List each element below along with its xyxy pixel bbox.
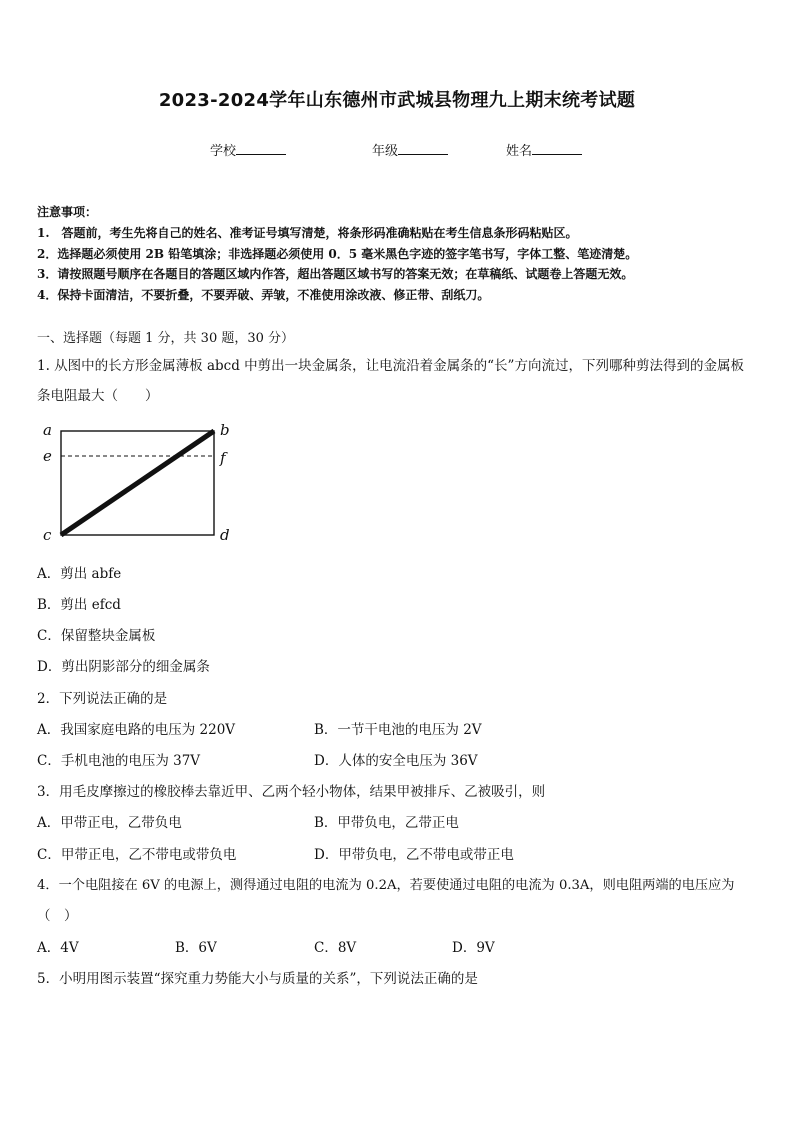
q4-option-c: C．8V	[314, 940, 357, 956]
q5-stem: 5．小明用图示装置“探究重力势能大小与质量的关系”，下列说法正确的是	[37, 971, 478, 987]
note-item: 4．保持卡面清洁，不要折叠，不要弄破、弄皱，不准使用涂改液、修正带、刮纸刀。	[37, 288, 490, 302]
notes-heading: 注意事项：	[37, 205, 98, 219]
q3-option-b: B．甲带负电，乙带正电	[314, 815, 459, 831]
q4-stem-line1: 4．一个电阻接在 6V 的电源上，测得通过电阻的电流为 0.2A，若要使通过电阻的电流为 0.3A，则电阻两端的电压应为	[37, 878, 735, 893]
q1-option-d: D．剪出阴影部分的细金属条	[37, 659, 210, 675]
grade-blank	[398, 142, 448, 155]
q2-stem: 2．下列说法正确的是	[37, 691, 168, 707]
name-label: 姓名	[506, 144, 533, 159]
q4-option-a: A．4V	[37, 940, 79, 956]
q4-option-b: B．6V	[175, 940, 217, 956]
school-label: 学校	[210, 144, 237, 159]
q3-option-c: C．甲带正电，乙不带电或带负电	[37, 847, 237, 863]
q4-stem-line2: （ ）	[37, 908, 78, 924]
note-item: 1. 答题前，考生先将自己的姓名、准考证号填写清楚，将条形码准确粘贴在考生信息条形码粘贴区。	[37, 226, 578, 240]
page-title: 2023-2024学年山东德州市武城县物理九上期末统考试题	[158, 90, 636, 111]
q2-option-b: B．一节干电池的电压为 2V	[314, 722, 482, 738]
label-c: c	[43, 526, 52, 544]
name-blank	[532, 142, 582, 155]
label-e: e	[43, 447, 52, 465]
school-field	[210, 140, 286, 159]
label-a: a	[43, 421, 52, 439]
thin-strip-cb	[61, 431, 214, 535]
grade-field	[372, 140, 448, 159]
q1-option-b: B．剪出 efcd	[37, 597, 121, 613]
label-d: d	[220, 526, 230, 544]
q2-option-d: D．人体的安全电压为 36V	[314, 753, 478, 769]
label-b: b	[220, 421, 230, 439]
note-item: 2．选择题必须使用 2B 铅笔填涂；非选择题必须使用 0．5 毫米黑色字迹的签字笔书写，字体工整、笔迹清楚。	[37, 247, 638, 261]
q3-option-d: D．甲带负电，乙不带电或带正电	[314, 847, 514, 863]
q1-stem-line1: 1. 从图中的长方形金属薄板 abcd 中剪出一块金属条，让电流沿着金属条的“长”方向流过，下列哪种剪法得到的金属板	[37, 358, 744, 374]
q3-option-a: A．甲带正电，乙带负电	[37, 815, 182, 831]
section-heading: 一、选择题（每题 1 分，共 30 题，30 分）	[37, 331, 295, 346]
q3-stem: 3．用毛皮摩擦过的橡胶棒去靠近甲、乙两个轻小物体，结果甲被排斥、乙被吸引，则	[37, 784, 546, 800]
name-field	[506, 140, 582, 159]
note-item: 3．请按照题号顺序在各题目的答题区域内作答，超出答题区域书写的答案无效；在草稿纸、试题卷上答题无效。	[37, 267, 634, 281]
q2-option-c: C．手机电池的电压为 37V	[37, 753, 201, 769]
q2-option-a: A．我国家庭电路的电压为 220V	[37, 722, 236, 738]
q1-option-a: A．剪出 abfe	[37, 566, 122, 582]
label-f: f	[220, 449, 226, 467]
q1-option-c: C．保留整块金属板	[37, 628, 156, 644]
q1-stem-line2: 条电阻最大（ ）	[37, 388, 159, 404]
q4-option-d: D．9V	[452, 940, 495, 956]
school-blank	[236, 142, 286, 155]
grade-label: 年级	[372, 144, 399, 159]
metal-plate-figure	[36, 418, 236, 548]
